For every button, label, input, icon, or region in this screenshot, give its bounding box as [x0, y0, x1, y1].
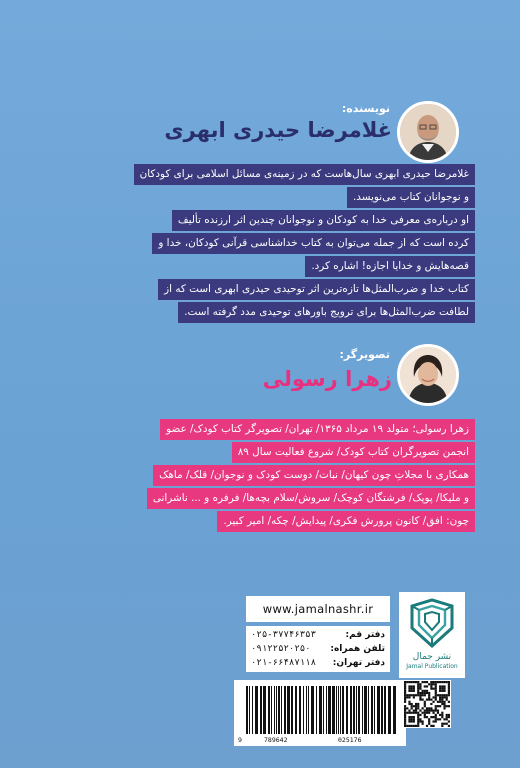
illustrator-bio-line: زهرا رسولی؛ متولد ۱۹ مرداد ۱۳۶۵/ تهران/ تصویرگر کتاب کودک/ عضو — [160, 419, 475, 440]
qr-code — [403, 680, 451, 728]
illustrator-name: زهرا رسولی — [262, 367, 392, 391]
publisher-logo — [399, 592, 465, 678]
author-bio — [55, 164, 475, 325]
illustrator-bio — [55, 419, 475, 534]
contact-label: دفتر قم: — [345, 630, 385, 640]
logo-subtext: Jamal Publication — [406, 663, 458, 670]
illustrator-bio-line: چون: افق/ کانون پرورش فکری/ پیدایش/ چکه/ امیر کبیر. — [217, 511, 475, 532]
contact-row — [251, 628, 385, 642]
jamal-logo-icon — [407, 598, 457, 648]
contact-row — [251, 642, 385, 656]
author-bio-line: لطافت ضرب‌المثل‌ها برای ترویج باورهای توحیدی مدد گرفته است. — [178, 302, 475, 323]
author-bio-line: و نوجوانان کتاب می‌نویسد. — [347, 187, 475, 208]
barcode-digit-group: 025176 — [338, 736, 362, 744]
contact-label: تلفن همراه: — [330, 644, 385, 654]
author-portrait-icon — [400, 104, 456, 160]
barcode-digit-prefix: 9 — [238, 736, 242, 744]
author-photo — [397, 101, 459, 163]
illustrator-bio-line: انجمن تصویرگران کتاب کودک/ شروع فعالیت سال ۸۹ — [232, 442, 475, 463]
publisher-contacts — [246, 626, 390, 672]
qr-code-icon — [403, 680, 451, 728]
barcode-icon — [234, 680, 406, 736]
contact-value: ۰۲۱-۶۶۴۸۷۱۱۸ — [251, 658, 317, 668]
author-bio-line: کرده است که از جمله می‌توان به کتاب خداشناسی قرآنی کودکان، خدا و — [152, 233, 475, 254]
author-name: غلامرضا حیدری ابهری — [164, 118, 392, 142]
logo-text: نشر جمال — [412, 652, 452, 662]
illustrator-role-label: تصویرگر: — [339, 348, 390, 361]
illustrator-portrait-icon — [400, 347, 456, 403]
illustrator-bio-line: همکاری با مجلاتِ چون کیهان/ نبات/ دوست کودک و نوجوان/ قلک/ ماهک — [153, 465, 475, 486]
author-bio-line: غلامرضا حیدری ابهری سال‌هاست که در زمینه‌ی مسائل اسلامی برای کودکان — [134, 164, 475, 185]
barcode-digit-group: 789642 — [264, 736, 288, 744]
illustrator-bio-line: و ملیکا/ پوپک/ فرشتگان کوچک/ سروش/سلام بچه‌ها/ فرفره و ... ناشرانی — [147, 488, 475, 509]
author-bio-line: او درباره‌ی معرفی خدا به کودکان و نوجوانان چندین اثر ارزنده تألیف — [172, 210, 475, 231]
author-bio-line: کتاب خدا و ضرب‌المثل‌ها تازه‌ترین اثر توحیدی حیدری ابهری است که از — [158, 279, 475, 300]
contact-row — [251, 656, 385, 670]
contact-label: دفتر تهران: — [332, 658, 385, 668]
author-role-label: نویسنده: — [341, 102, 390, 115]
contact-value: ۰۹۱۲۲۵۲۰۲۵۰ — [251, 644, 311, 654]
contact-value: ۰۲۵-۳۷۷۴۶۳۵۳ — [251, 630, 317, 640]
illustrator-photo — [397, 344, 459, 406]
isbn-barcode — [234, 680, 406, 746]
publisher-website: www.jamalnashr.ir — [246, 596, 390, 622]
author-bio-line: قصه‌هایش و خدایا اجازه! اشاره کرد. — [305, 256, 475, 277]
